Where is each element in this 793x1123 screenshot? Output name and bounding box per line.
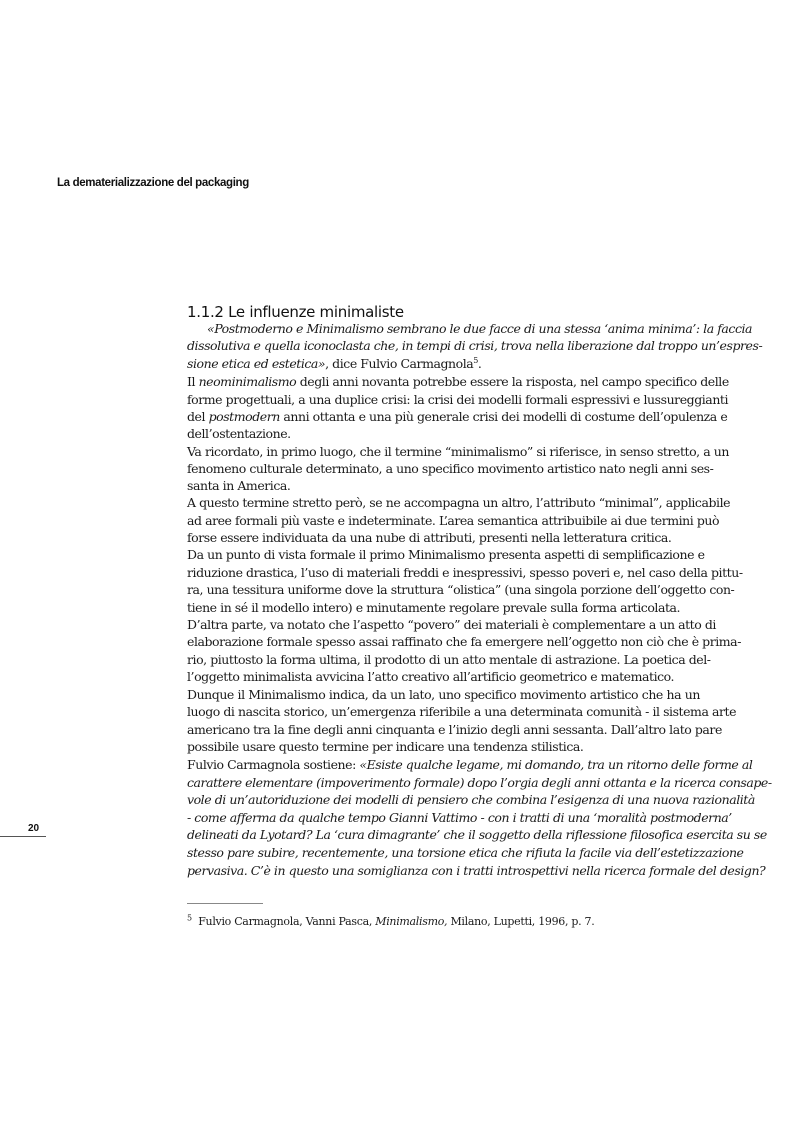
text-run: dissolutiva e quella iconoclasta che, in tempi di crisi, trova nella liberazione dal troppo un’espres- — [187, 338, 763, 353]
text-line — [187, 460, 714, 477]
text-line — [187, 616, 716, 633]
text-line — [207, 320, 753, 337]
text-line — [187, 494, 731, 511]
text-run: , dice Fulvio Carmagnola — [325, 356, 474, 371]
text-run: anni ottanta e una più generale crisi dei modelli di costume dell’opulenza e — [279, 409, 728, 424]
text-line — [187, 337, 763, 354]
text-line — [187, 774, 772, 791]
text-run: ra, una tessitura uniforme dove la struttura “olistica” (una singola porzione dell’oggetto con- — [187, 582, 735, 597]
text-line — [187, 581, 735, 598]
text-line — [187, 809, 732, 826]
text-line — [187, 651, 711, 668]
text-run: - come afferma da qualche tempo Gianni Vattimo - con i tratti di una ‘moralità postmoderna’ — [187, 810, 732, 825]
text-run: americano tra la fine degli anni cinquanta e l’inizio degli anni sessanta. Dall’altro lato pare — [187, 722, 722, 737]
text-line — [187, 391, 729, 408]
text-run: neominimalismo — [198, 374, 297, 389]
text-line — [187, 408, 728, 425]
margin-rule — [0, 836, 46, 837]
text-run: degli anni novanta potrebbe essere la risposta, nel campo specifico delle — [296, 374, 729, 389]
text-run: fenomeno culturale determinato, a uno specifico movimento artistico nato negli anni ses- — [187, 461, 714, 476]
text-run: l’oggetto minimalista avvicina l’atto creativo all’artificio geometrico e matematico. — [187, 669, 675, 684]
text-run: «Postmoderno e Minimalismo sembrano le due facce di una stessa ‘anima minima’: la faccia — [207, 321, 753, 336]
text-line — [187, 633, 741, 650]
text-line — [187, 686, 700, 703]
text-line — [187, 791, 755, 808]
text-line — [187, 529, 671, 546]
text-run: possibile usare questo termine per indicare una tendenza stilistica. — [187, 739, 584, 754]
footnote-title: Minimalismo, — [375, 915, 448, 928]
footnote-reference: 5 — [473, 355, 478, 365]
text-line — [187, 756, 753, 773]
text-line — [187, 826, 767, 843]
text-run: ad aree formali più vaste e indeterminate. L’area semantica attribuibile ai due termini può — [187, 513, 720, 528]
text-run: luogo di nascita storico, un’emergenza riferibile a una determinata comunità - il sistema arte — [187, 704, 737, 719]
text-run: forme progettuali, a una duplice crisi: la crisi dei modelli formali espressivi e lussureggianti — [187, 392, 729, 407]
text-run: tiene in sé il modello intero) e minutamente regolare prevale sulla forma articolata. — [187, 600, 681, 615]
text-run: . — [477, 356, 482, 371]
text-line — [187, 668, 674, 685]
text-run: D’altra parte, va notato che l’aspetto “povero” dei materiali è complementare a un atto di — [187, 617, 716, 632]
footnote-authors: Fulvio Carmagnola, Vanni Pasca, — [198, 915, 376, 928]
footnote-mark: 5 — [187, 913, 192, 923]
text-line — [187, 355, 481, 372]
text-run: stesso pare subire, recentemente, una torsione etica che rifiuta la facile via dell’estetizzazione — [187, 845, 744, 860]
text-run: Da un punto di vista formale il primo Minimalismo presenta aspetti di semplificazione e — [187, 547, 705, 562]
text-run: forse essere individuata da una nube di attributi, presenti nella letteratura critica. — [187, 530, 672, 545]
text-run: elaborazione formale spesso assai raffinato che fa emergere nell’oggetto non ciò che è prima- — [187, 634, 741, 649]
text-line — [187, 512, 720, 529]
text-line — [187, 862, 766, 879]
text-run: Il — [187, 374, 199, 389]
text-run: A questo termine stretto però, se ne accompagna un altro, l’attributo “minimal”, applicabile — [187, 495, 731, 510]
text-run: santa in America. — [187, 478, 291, 493]
text-line — [187, 703, 737, 720]
running-head: La dematerializzazione del packaging — [57, 177, 249, 189]
text-line — [187, 721, 722, 738]
text-line — [187, 373, 729, 390]
text-run: Fulvio Carmagnola sostiene: — [187, 757, 360, 772]
text-run: rio, piuttosto la forma ultima, il prodotto di un atto mentale di astrazione. La poetica del- — [187, 652, 711, 667]
text-run: pervasiva. C’è in questo una somiglianza con i tratti introspettivi nella ricerca formale del design? — [187, 863, 766, 878]
text-line — [187, 599, 680, 616]
text-line — [187, 477, 290, 494]
text-run: sione etica ed estetica» — [187, 356, 326, 371]
text-line — [187, 425, 291, 442]
text-run: postmodern — [208, 409, 280, 424]
text-run: «Esiste qualche legame, mi domando, tra un ritorno delle forme al — [359, 757, 753, 772]
section-heading: 1.1.2 Le influenze minimaliste — [187, 303, 404, 321]
text-run: Dunque il Minimalismo indica, da un lato, uno specifico movimento artistico che ha un — [187, 687, 700, 702]
text-run: del — [187, 409, 209, 424]
text-line — [187, 443, 729, 460]
text-line — [187, 844, 744, 861]
footnote-details: Milano, Lupetti, 1996, p. 7. — [447, 915, 595, 928]
text-run: delineati da Lyotard? La ‘cura dimagrante’ che il soggetto della riflessione filosofica esercita su se — [187, 827, 767, 842]
text-run: dell’ostentazione. — [187, 426, 291, 441]
footnote-rule — [187, 903, 263, 904]
text-run: Va ricordato, in primo luogo, che il termine “minimalismo” si riferisce, in senso stretto, a un — [187, 444, 729, 459]
text-run: vole di un’autoriduzione dei modelli di pensiero che combina l’esigenza di una nuova razionalità — [187, 792, 755, 807]
text-run: carattere elementare (impoverimento formale) dopo l’orgia degli anni ottanta e la ricerca consape- — [187, 775, 772, 790]
footnote — [187, 915, 594, 928]
page-number: 20 — [28, 823, 40, 834]
text-line — [187, 738, 583, 755]
text-run: riduzione drastica, l’uso di materiali freddi e inespressivi, spesso poveri e, nel caso della pittu- — [187, 565, 743, 580]
text-line — [187, 564, 743, 581]
text-line — [187, 546, 705, 563]
